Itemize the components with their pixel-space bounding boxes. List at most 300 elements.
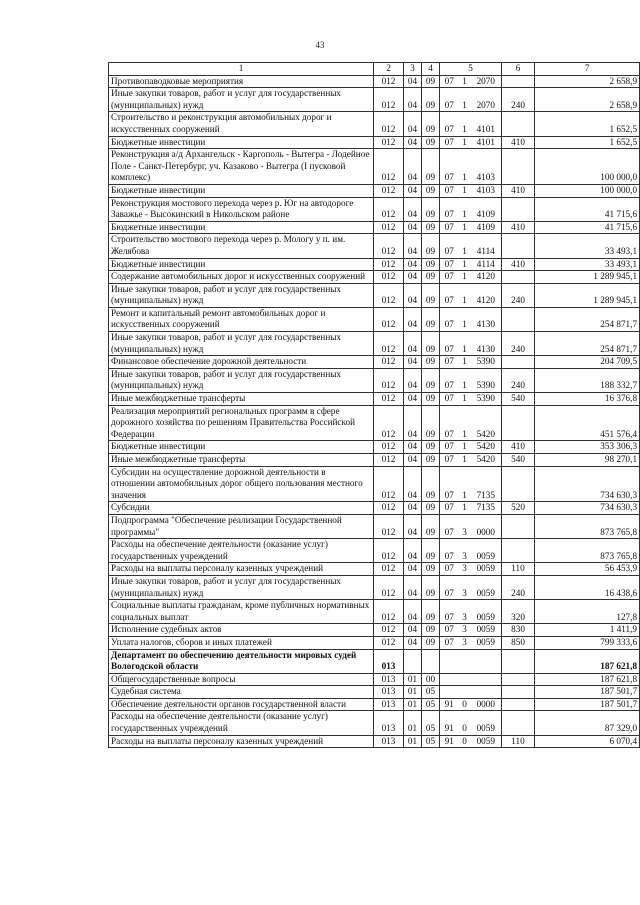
header-col-1: 1 (109, 63, 374, 76)
expense-type-code (502, 673, 535, 686)
section-code: 04 (404, 502, 422, 515)
section-code: 04 (404, 563, 422, 576)
target-article-subprogram: 3 (458, 624, 472, 637)
target-article-direction: 5420 (472, 405, 502, 441)
target-article-direction: 4109 (472, 197, 502, 221)
table-row (109, 686, 640, 699)
target-article-program: 07 (440, 112, 458, 136)
section-code: 04 (404, 136, 422, 149)
expense-type-code (502, 234, 535, 258)
target-article-program: 91 (440, 711, 458, 735)
section-code: 04 (404, 271, 422, 284)
table-row (109, 356, 640, 369)
amount-value: 734 630,3 (535, 466, 640, 502)
target-article-program: 07 (440, 600, 458, 624)
table-row (109, 112, 640, 136)
table-row (109, 735, 640, 748)
subsection-code: 09 (422, 307, 440, 331)
expense-type-code: 540 (502, 393, 535, 406)
amount-value: 1 652,5 (535, 112, 640, 136)
row-name: Финансовое обеспечение дорожной деятельности (109, 356, 374, 369)
subsection-code: 09 (422, 271, 440, 284)
target-article-direction: 0000 (472, 514, 502, 538)
section-code: 04 (404, 624, 422, 637)
row-name: Субсидии на осуществление дорожной деятельности в отношении автомобильных дорог общего пользования местного значения (109, 466, 374, 502)
section-code: 04 (404, 405, 422, 441)
table-row (109, 649, 640, 673)
target-article-program: 07 (440, 149, 458, 185)
row-name: Бюджетные инвестиции (109, 221, 374, 234)
chapter-code: 012 (374, 332, 404, 356)
chapter-code: 012 (374, 575, 404, 599)
chapter-code: 013 (374, 735, 404, 748)
row-name: Судебная система (109, 686, 374, 699)
section-code: 04 (404, 514, 422, 538)
chapter-code: 012 (374, 221, 404, 234)
table-row (109, 368, 640, 392)
target-article-program: 07 (440, 502, 458, 515)
expense-type-code (502, 149, 535, 185)
expense-type-code: 410 (502, 221, 535, 234)
page-number: 43 (315, 40, 325, 50)
subsection-code: 09 (422, 466, 440, 502)
target-article-direction: 5420 (472, 454, 502, 467)
table-row (109, 234, 640, 258)
subsection-code (422, 649, 440, 673)
amount-value: 33 493,1 (535, 234, 640, 258)
target-article-program: 07 (440, 636, 458, 649)
target-article-direction: 0059 (472, 575, 502, 599)
target-article-direction: 0059 (472, 600, 502, 624)
target-article-program (440, 686, 458, 699)
expense-type-code: 240 (502, 88, 535, 112)
chapter-code: 012 (374, 307, 404, 331)
table-row (109, 673, 640, 686)
target-article-program: 07 (440, 221, 458, 234)
target-article-direction: 4103 (472, 149, 502, 185)
target-article-direction: 0059 (472, 624, 502, 637)
expense-type-code (502, 514, 535, 538)
target-article-direction: 4101 (472, 136, 502, 149)
section-code: 04 (404, 332, 422, 356)
target-article-direction: 0059 (472, 711, 502, 735)
target-article-program: 91 (440, 735, 458, 748)
target-article-program: 07 (440, 624, 458, 637)
target-article-direction: 0059 (472, 636, 502, 649)
target-article-program: 07 (440, 466, 458, 502)
target-article-subprogram: 1 (458, 441, 472, 454)
target-article-subprogram: 1 (458, 112, 472, 136)
row-name: Расходы на выплаты персоналу казенных учреждений (109, 563, 374, 576)
amount-value: 873 765,8 (535, 514, 640, 538)
target-article-direction: 4120 (472, 271, 502, 284)
table-row (109, 75, 640, 88)
table-row (109, 624, 640, 637)
target-article-subprogram: 1 (458, 197, 472, 221)
target-article-subprogram: 1 (458, 258, 472, 271)
target-article-program: 07 (440, 234, 458, 258)
target-article-subprogram (458, 686, 472, 699)
target-article-program: 07 (440, 332, 458, 356)
target-article-subprogram: 3 (458, 514, 472, 538)
target-article-program: 07 (440, 184, 458, 197)
target-article-program: 07 (440, 258, 458, 271)
target-article-direction (472, 686, 502, 699)
subsection-code: 05 (422, 711, 440, 735)
row-name: Бюджетные инвестиции (109, 184, 374, 197)
section-code: 04 (404, 393, 422, 406)
row-name: Департамент по обеспечению деятельности мировых судей Вологодской области (109, 649, 374, 673)
target-article-program: 07 (440, 539, 458, 563)
target-article-program (440, 649, 458, 673)
target-article-program: 07 (440, 405, 458, 441)
row-name: Исполнение судебных актов (109, 624, 374, 637)
table-row (109, 466, 640, 502)
section-code: 04 (404, 539, 422, 563)
target-article-subprogram: 1 (458, 405, 472, 441)
target-article-subprogram: 0 (458, 698, 472, 711)
subsection-code: 09 (422, 112, 440, 136)
expense-type-code: 110 (502, 563, 535, 576)
target-article-direction: 4103 (472, 184, 502, 197)
amount-value: 353 306,3 (535, 441, 640, 454)
target-article-direction: 7135 (472, 502, 502, 515)
row-name: Бюджетные инвестиции (109, 441, 374, 454)
amount-value: 451 576,4 (535, 405, 640, 441)
amount-value: 1 289 945,1 (535, 283, 640, 307)
target-article-direction: 5390 (472, 368, 502, 392)
subsection-code: 09 (422, 514, 440, 538)
target-article-subprogram: 1 (458, 307, 472, 331)
expense-type-code: 240 (502, 368, 535, 392)
subsection-code: 09 (422, 393, 440, 406)
expense-type-code (502, 539, 535, 563)
subsection-code: 09 (422, 405, 440, 441)
section-code: 04 (404, 88, 422, 112)
expense-type-code: 540 (502, 454, 535, 467)
target-article-program: 91 (440, 698, 458, 711)
row-name: Обеспечение деятельности органов государственной власти (109, 698, 374, 711)
table-row (109, 88, 640, 112)
table-row (109, 698, 640, 711)
chapter-code: 012 (374, 563, 404, 576)
expense-type-code: 240 (502, 575, 535, 599)
row-name: Иные закупки товаров, работ и услуг для государственных (муниципальных) нужд (109, 575, 374, 599)
chapter-code: 012 (374, 271, 404, 284)
subsection-code: 09 (422, 356, 440, 369)
subsection-code: 09 (422, 575, 440, 599)
header-col-3: 3 (404, 63, 422, 76)
target-article-program: 07 (440, 307, 458, 331)
table-row (109, 539, 640, 563)
amount-value: 188 332,7 (535, 368, 640, 392)
expense-type-code (502, 112, 535, 136)
section-code: 01 (404, 686, 422, 699)
target-article-program: 07 (440, 393, 458, 406)
expense-type-code: 830 (502, 624, 535, 637)
header-col-4: 4 (422, 63, 440, 76)
row-name: Противопаводковые мероприятия (109, 75, 374, 88)
expense-type-code: 850 (502, 636, 535, 649)
subsection-code: 09 (422, 441, 440, 454)
chapter-code: 012 (374, 466, 404, 502)
row-name: Бюджетные инвестиции (109, 258, 374, 271)
subsection-code: 09 (422, 539, 440, 563)
section-code: 01 (404, 711, 422, 735)
target-article-subprogram: 3 (458, 539, 472, 563)
header-col-5: 5 (440, 63, 502, 76)
section-code: 04 (404, 197, 422, 221)
chapter-code: 012 (374, 283, 404, 307)
target-article-program: 07 (440, 356, 458, 369)
target-article-program: 07 (440, 563, 458, 576)
chapter-code: 012 (374, 75, 404, 88)
target-article-program: 07 (440, 441, 458, 454)
table-row (109, 575, 640, 599)
target-article-program: 07 (440, 88, 458, 112)
target-article-direction (472, 673, 502, 686)
subsection-code: 09 (422, 184, 440, 197)
subsection-code: 09 (422, 88, 440, 112)
target-article-direction: 5420 (472, 441, 502, 454)
target-article-program: 07 (440, 283, 458, 307)
row-name: Иные закупки товаров, работ и услуг для государственных (муниципальных) нужд (109, 283, 374, 307)
target-article-program: 07 (440, 197, 458, 221)
chapter-code: 013 (374, 686, 404, 699)
chapter-code: 012 (374, 197, 404, 221)
chapter-code: 012 (374, 258, 404, 271)
target-article-direction: 4130 (472, 332, 502, 356)
row-name: Строительство и реконструкция автомобильных дорог и искусственных сооружений (109, 112, 374, 136)
chapter-code: 013 (374, 673, 404, 686)
table-row (109, 514, 640, 538)
chapter-code: 012 (374, 514, 404, 538)
section-code: 04 (404, 283, 422, 307)
target-article-subprogram: 1 (458, 502, 472, 515)
table-row (109, 563, 640, 576)
subsection-code: 09 (422, 454, 440, 467)
target-article-direction: 0059 (472, 539, 502, 563)
row-name: Иные межбюджетные трансферты (109, 454, 374, 467)
row-name: Субсидии (109, 502, 374, 515)
target-article-subprogram: 1 (458, 234, 472, 258)
target-article-program: 07 (440, 136, 458, 149)
table-row (109, 502, 640, 515)
table-row (109, 441, 640, 454)
row-name: Иные закупки товаров, работ и услуг для государственных (муниципальных) нужд (109, 88, 374, 112)
header-col-7: 7 (535, 63, 640, 76)
target-article-subprogram: 3 (458, 563, 472, 576)
expense-type-code: 410 (502, 184, 535, 197)
table-row (109, 307, 640, 331)
expense-type-code: 240 (502, 283, 535, 307)
amount-value: 41 715,6 (535, 221, 640, 234)
expense-type-code (502, 307, 535, 331)
chapter-code: 013 (374, 649, 404, 673)
subsection-code: 09 (422, 332, 440, 356)
amount-value: 254 871,7 (535, 307, 640, 331)
target-article-subprogram: 0 (458, 711, 472, 735)
header-row (109, 63, 640, 76)
amount-value: 56 453,9 (535, 563, 640, 576)
chapter-code: 012 (374, 234, 404, 258)
amount-value: 204 709,5 (535, 356, 640, 369)
section-code: 01 (404, 735, 422, 748)
amount-value: 127,8 (535, 600, 640, 624)
target-article-direction: 5390 (472, 356, 502, 369)
amount-value: 2 658,9 (535, 75, 640, 88)
row-name: Бюджетные инвестиции (109, 136, 374, 149)
target-article-subprogram: 3 (458, 575, 472, 599)
expense-type-code (502, 75, 535, 88)
row-name: Реконструкция мостового перехода через р. Юг на автодороге Заважье - Высокинский в Никольском районе (109, 197, 374, 221)
row-name: Иные закупки товаров, работ и услуг для государственных (муниципальных) нужд (109, 332, 374, 356)
amount-value: 1 289 945,1 (535, 271, 640, 284)
target-article-subprogram: 1 (458, 332, 472, 356)
target-article-subprogram: 1 (458, 368, 472, 392)
chapter-code: 013 (374, 711, 404, 735)
target-article-subprogram: 1 (458, 75, 472, 88)
target-article-subprogram: 3 (458, 636, 472, 649)
target-article-subprogram: 1 (458, 221, 472, 234)
row-name: Строительство мостового перехода через р. Мологу у п. им. Желябова (109, 234, 374, 258)
amount-value: 6 070,4 (535, 735, 640, 748)
target-article-subprogram: 3 (458, 600, 472, 624)
target-article-program (440, 673, 458, 686)
subsection-code: 09 (422, 149, 440, 185)
section-code: 04 (404, 112, 422, 136)
target-article-subprogram: 1 (458, 136, 472, 149)
target-article-direction: 4130 (472, 307, 502, 331)
table-row (109, 258, 640, 271)
table-row (109, 454, 640, 467)
chapter-code: 012 (374, 88, 404, 112)
target-article-direction: 7135 (472, 466, 502, 502)
chapter-code: 012 (374, 149, 404, 185)
subsection-code: 05 (422, 698, 440, 711)
amount-value: 1 652,5 (535, 136, 640, 149)
expense-type-code: 410 (502, 441, 535, 454)
expense-type-code: 240 (502, 332, 535, 356)
amount-value: 100 000,0 (535, 149, 640, 185)
expense-type-code (502, 711, 535, 735)
table-row (109, 600, 640, 624)
section-code: 04 (404, 368, 422, 392)
section-code: 04 (404, 258, 422, 271)
chapter-code: 012 (374, 454, 404, 467)
amount-value: 799 333,6 (535, 636, 640, 649)
row-name: Содержание автомобильных дорог и искусственных сооружений (109, 271, 374, 284)
amount-value: 16 376,8 (535, 393, 640, 406)
chapter-code: 012 (374, 624, 404, 637)
subsection-code: 09 (422, 136, 440, 149)
table-row (109, 393, 640, 406)
target-article-direction: 4114 (472, 258, 502, 271)
target-article-direction: 2070 (472, 88, 502, 112)
row-name: Подпрограмма "Обеспечение реализации Государственной программы" (109, 514, 374, 538)
target-article-direction: 0059 (472, 735, 502, 748)
chapter-code: 012 (374, 356, 404, 369)
target-article-subprogram: 1 (458, 466, 472, 502)
amount-value: 16 438,6 (535, 575, 640, 599)
header-col-2: 2 (374, 63, 404, 76)
chapter-code: 013 (374, 698, 404, 711)
amount-value: 87 329,0 (535, 711, 640, 735)
amount-value: 100 000,0 (535, 184, 640, 197)
target-article-direction: 4114 (472, 234, 502, 258)
table-row (109, 405, 640, 441)
expense-type-code (502, 686, 535, 699)
subsection-code: 05 (422, 686, 440, 699)
chapter-code: 012 (374, 636, 404, 649)
section-code: 04 (404, 600, 422, 624)
target-article-direction: 4109 (472, 221, 502, 234)
chapter-code: 012 (374, 136, 404, 149)
section-code: 04 (404, 636, 422, 649)
chapter-code: 012 (374, 368, 404, 392)
target-article-subprogram: 1 (458, 393, 472, 406)
target-article-subprogram: 1 (458, 283, 472, 307)
section-code: 04 (404, 307, 422, 331)
target-article-subprogram: 1 (458, 271, 472, 284)
row-name: Социальные выплаты гражданам, кроме публичных нормативных социальных выплат (109, 600, 374, 624)
subsection-code: 00 (422, 673, 440, 686)
target-article-subprogram: 1 (458, 149, 472, 185)
amount-value: 2 658,9 (535, 88, 640, 112)
subsection-code: 09 (422, 258, 440, 271)
row-name: Уплата налогов, сборов и иных платежей (109, 636, 374, 649)
row-name: Иные закупки товаров, работ и услуг для государственных (муниципальных) нужд (109, 368, 374, 392)
section-code: 01 (404, 673, 422, 686)
target-article-subprogram: 1 (458, 356, 472, 369)
chapter-code: 012 (374, 184, 404, 197)
target-article-direction: 5390 (472, 393, 502, 406)
amount-value: 187 501,7 (535, 698, 640, 711)
expense-type-code: 520 (502, 502, 535, 515)
subsection-code: 09 (422, 75, 440, 88)
row-name: Расходы на обеспечение деятельности (оказание услуг) государственных учреждений (109, 539, 374, 563)
target-article-program: 07 (440, 271, 458, 284)
amount-value: 187 621,8 (535, 673, 640, 686)
expense-type-code (502, 466, 535, 502)
section-code: 01 (404, 698, 422, 711)
header-col-6: 6 (502, 63, 535, 76)
amount-value: 734 630,3 (535, 502, 640, 515)
expense-type-code: 110 (502, 735, 535, 748)
section-code: 04 (404, 75, 422, 88)
row-name: Реконструкция а/д Архангельск - Каргополь - Вытегра - Лодейное Поле - Санкт-Петербург, уч. Казаково - Вытегра (I пусковой комплекс) (109, 149, 374, 185)
expense-type-code: 410 (502, 258, 535, 271)
subsection-code: 09 (422, 502, 440, 515)
amount-value: 1 411,9 (535, 624, 640, 637)
section-code: 04 (404, 221, 422, 234)
section-code: 04 (404, 454, 422, 467)
table-row (109, 184, 640, 197)
chapter-code: 012 (374, 441, 404, 454)
amount-value: 187 501,7 (535, 686, 640, 699)
subsection-code: 09 (422, 600, 440, 624)
table-row (109, 197, 640, 221)
section-code (404, 649, 422, 673)
expense-type-code (502, 649, 535, 673)
subsection-code: 09 (422, 563, 440, 576)
expense-type-code: 410 (502, 136, 535, 149)
chapter-code: 012 (374, 502, 404, 515)
chapter-code: 012 (374, 393, 404, 406)
chapter-code: 012 (374, 539, 404, 563)
target-article-program: 07 (440, 514, 458, 538)
target-article-subprogram (458, 649, 472, 673)
